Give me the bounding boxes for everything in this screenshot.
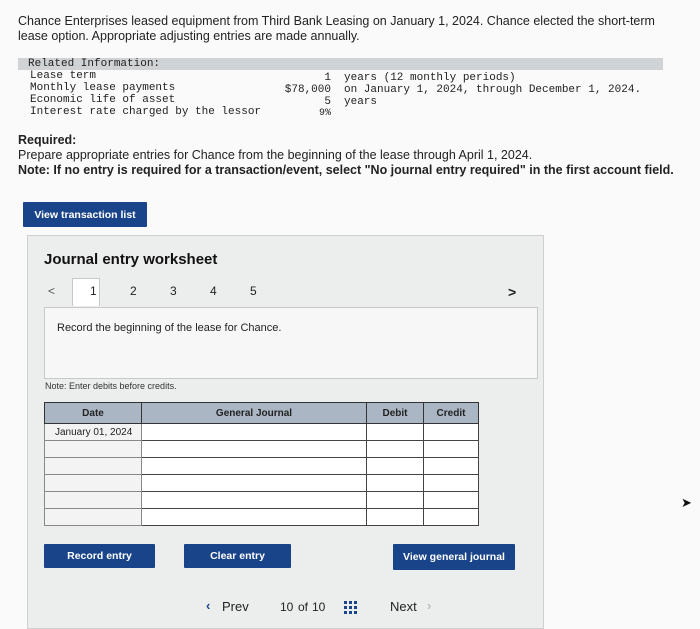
prev-chevron-icon[interactable]: ‹ xyxy=(206,598,211,613)
date-cell[interactable] xyxy=(45,492,142,509)
debit-input[interactable] xyxy=(367,441,424,458)
date-cell[interactable]: January 01, 2024 xyxy=(45,424,142,441)
debit-input[interactable] xyxy=(367,475,424,492)
info-heading: Related Information: xyxy=(28,58,161,70)
credit-column-header: Credit xyxy=(424,403,479,424)
info-label-economic-life: Economic life of asset xyxy=(30,94,176,106)
entry-description-box xyxy=(44,307,538,379)
date-cell[interactable] xyxy=(45,475,142,492)
table-row xyxy=(45,441,479,458)
clear-entry-button[interactable]: Clear entry xyxy=(184,544,291,568)
next-chevron-icon[interactable]: › xyxy=(427,598,432,613)
credit-input[interactable] xyxy=(424,458,479,475)
info-label-lease-term: Lease term xyxy=(30,70,97,82)
next-button[interactable]: Next xyxy=(390,599,417,614)
debit-column-header: Debit xyxy=(367,403,424,424)
account-input[interactable] xyxy=(142,492,367,509)
debit-input[interactable] xyxy=(367,509,424,526)
account-input[interactable] xyxy=(142,441,367,458)
pager-page-4[interactable]: 4 xyxy=(210,284,217,298)
pager-page-5[interactable]: 5 xyxy=(250,284,257,298)
worksheet-title: Journal entry worksheet xyxy=(44,251,218,268)
view-general-journal-button[interactable]: View general journal xyxy=(393,544,515,570)
grid-icon[interactable] xyxy=(344,601,358,615)
general-journal-column-header: General Journal xyxy=(142,403,367,424)
credit-input[interactable] xyxy=(424,509,479,526)
prev-button[interactable]: Prev xyxy=(222,599,249,614)
info-value-interest-rate: 9% xyxy=(318,108,331,119)
view-transaction-list-button[interactable]: View transaction list xyxy=(23,202,147,227)
account-input[interactable] xyxy=(142,458,367,475)
table-row xyxy=(45,424,479,441)
pager-page-1[interactable]: 1 xyxy=(90,284,97,298)
account-input[interactable] xyxy=(142,424,367,441)
journal-table xyxy=(44,402,479,526)
related-information xyxy=(18,58,663,120)
table-row xyxy=(45,475,479,492)
info-unit-lease-term: years (12 monthly periods) xyxy=(344,72,516,84)
date-column-header: Date xyxy=(45,403,142,424)
journal-header-row xyxy=(45,403,479,424)
table-row xyxy=(45,458,479,475)
debit-input[interactable] xyxy=(367,458,424,475)
info-label-monthly-payments: Monthly lease payments xyxy=(30,82,176,94)
debit-input[interactable] xyxy=(367,492,424,509)
info-value-economic-life: 5 xyxy=(324,96,331,108)
debits-note: Note: Enter debits before credits. xyxy=(45,381,177,391)
page-of: of xyxy=(298,600,309,614)
pager-page-2[interactable]: 2 xyxy=(130,284,137,298)
date-cell[interactable] xyxy=(45,509,142,526)
pager-page-3[interactable]: 3 xyxy=(170,284,177,298)
problem-intro: Chance Enterprises leased equipment from Third Bank Leasing on January 1, 2024. Chance elected the short-term lease option. Appropriate adjusting entries are made annually. xyxy=(18,14,655,43)
page-total: 10 xyxy=(312,600,326,614)
info-value-monthly-payments: $78,000 xyxy=(284,84,331,96)
debit-input[interactable] xyxy=(367,424,424,441)
account-input[interactable] xyxy=(142,475,367,492)
date-cell[interactable] xyxy=(45,458,142,475)
table-row xyxy=(45,492,479,509)
entry-description: Record the beginning of the lease for Chance. xyxy=(57,322,282,334)
table-row xyxy=(45,509,479,526)
info-value-lease-term: 1 xyxy=(324,72,331,84)
info-unit-monthly-payments: on January 1, 2024, through December 1, 2024. xyxy=(344,84,642,96)
date-cell[interactable] xyxy=(45,441,142,458)
required-section xyxy=(18,133,683,178)
worksheet-pager xyxy=(44,278,532,306)
info-heading-bar xyxy=(18,58,663,70)
credit-input[interactable] xyxy=(424,441,479,458)
required-text: Prepare appropriate entries for Chance from the beginning of the lease through April 1, 2024. xyxy=(18,148,533,162)
required-note: Note: If no entry is required for a transaction/event, select "No journal entry required" in the first account field. xyxy=(18,163,674,177)
info-unit-economic-life: years xyxy=(344,96,378,108)
required-heading: Required: xyxy=(18,133,77,147)
credit-input[interactable] xyxy=(424,492,479,509)
info-label-interest-rate: Interest rate charged by the lessor xyxy=(30,106,262,118)
credit-input[interactable] xyxy=(424,475,479,492)
pager-prev-icon[interactable]: < xyxy=(48,284,56,298)
page-current: 10 xyxy=(280,600,294,614)
cursor-icon: ➤ xyxy=(681,495,692,510)
record-entry-button[interactable]: Record entry xyxy=(44,544,155,568)
credit-input[interactable] xyxy=(424,424,479,441)
account-input[interactable] xyxy=(142,509,367,526)
pager-next-icon[interactable]: > xyxy=(508,284,517,300)
